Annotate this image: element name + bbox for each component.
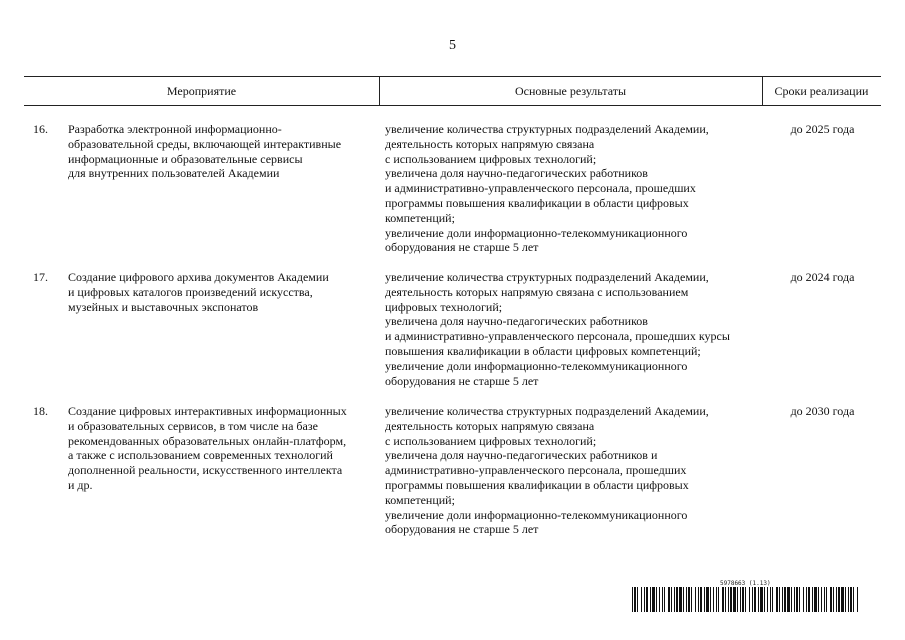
row-number: 18.	[33, 404, 48, 418]
term-text: до 2025 года	[790, 122, 855, 136]
event-line: Создание цифрового архива документов Академии	[68, 270, 329, 284]
result-line: оборудования не старше 5 лет	[385, 522, 539, 537]
header-results: Основные результаты	[379, 77, 763, 105]
event-line: образовательной среды, включающей интерактивные	[68, 136, 342, 151]
result-line: деятельность которых напрямую связана	[385, 418, 595, 433]
result-line: программы повышения квалификации в области цифровых	[385, 477, 689, 492]
result-line: с использованием цифровых технологий;	[385, 151, 597, 166]
event-line: и др.	[68, 477, 93, 492]
result-line: повышения квалификации в области цифровых компетенций;	[385, 343, 701, 358]
event-text	[68, 404, 374, 493]
result-text	[385, 122, 757, 255]
event-text	[68, 270, 374, 314]
event-line: рекомендованных образовательных онлайн-платформ,	[68, 433, 347, 448]
document-code: 5978663 (1.13)	[720, 580, 771, 587]
header-event: Мероприятие	[24, 77, 380, 105]
result-text	[385, 270, 757, 388]
result-line: с использованием цифровых технологий;	[385, 433, 597, 448]
event-line: для внутренних пользователей Академии	[68, 166, 280, 181]
event-line: дополненной реальности, искусственного интеллекта	[68, 463, 343, 478]
result-line: компетенций;	[385, 492, 455, 507]
event-line: а также с использованием современных технологий	[68, 448, 333, 463]
result-line: увеличена доля научно-педагогических работников и	[385, 448, 658, 463]
result-line: деятельность которых напрямую связана	[385, 136, 595, 151]
row-number: 16.	[33, 122, 48, 136]
term-text: до 2030 года	[790, 404, 855, 418]
result-line: цифровых технологий;	[385, 299, 503, 314]
event-line: музейных и выставочных экспонатов	[68, 299, 259, 314]
result-line: увеличение доли информационно-телекоммуникационного	[385, 507, 688, 522]
result-line: программы повышения квалификации в области цифровых	[385, 195, 689, 210]
result-line: административно-управленческого персонала, прошедших	[385, 463, 687, 478]
event-line: Разработка электронной информационно-	[68, 122, 282, 136]
barcode-icon	[632, 587, 858, 612]
result-line: и административно-управленческого персонала, прошедших курсы	[385, 329, 730, 344]
result-line: и административно-управленческого персонала, прошедших	[385, 181, 696, 196]
event-line: Создание цифровых интерактивных информационных	[68, 404, 347, 418]
event-line: и образовательных сервисов, в том числе на базе	[68, 418, 318, 433]
row-number: 17.	[33, 270, 48, 284]
result-line: увеличение количества структурных подразделений Академии,	[385, 270, 709, 284]
page-number: 5	[449, 38, 456, 53]
event-line: и цифровых каталогов произведений искусства,	[68, 284, 313, 299]
table-header	[24, 76, 881, 106]
result-line: увеличение количества структурных подразделений Академии,	[385, 404, 709, 418]
term-text: до 2024 года	[790, 270, 855, 284]
header-terms: Сроки реализации	[774, 84, 869, 98]
result-line: увеличение доли информационно-телекоммуникационного	[385, 225, 688, 240]
event-line: информационные и образовательные сервисы	[68, 151, 303, 166]
result-line: деятельность которых напрямую связана с использованием	[385, 284, 689, 299]
result-line: увеличена доля научно-педагогических работников	[385, 166, 648, 181]
result-line: увеличение доли информационно-телекоммуникационного	[385, 358, 688, 373]
event-text	[68, 122, 374, 181]
result-line: увеличение количества структурных подразделений Академии,	[385, 122, 709, 136]
result-line: увеличена доля научно-педагогических работников	[385, 314, 648, 329]
result-text	[385, 404, 757, 537]
result-line: оборудования не старше 5 лет	[385, 240, 539, 255]
result-line: компетенций;	[385, 210, 455, 225]
result-line: оборудования не старше 5 лет	[385, 373, 539, 388]
